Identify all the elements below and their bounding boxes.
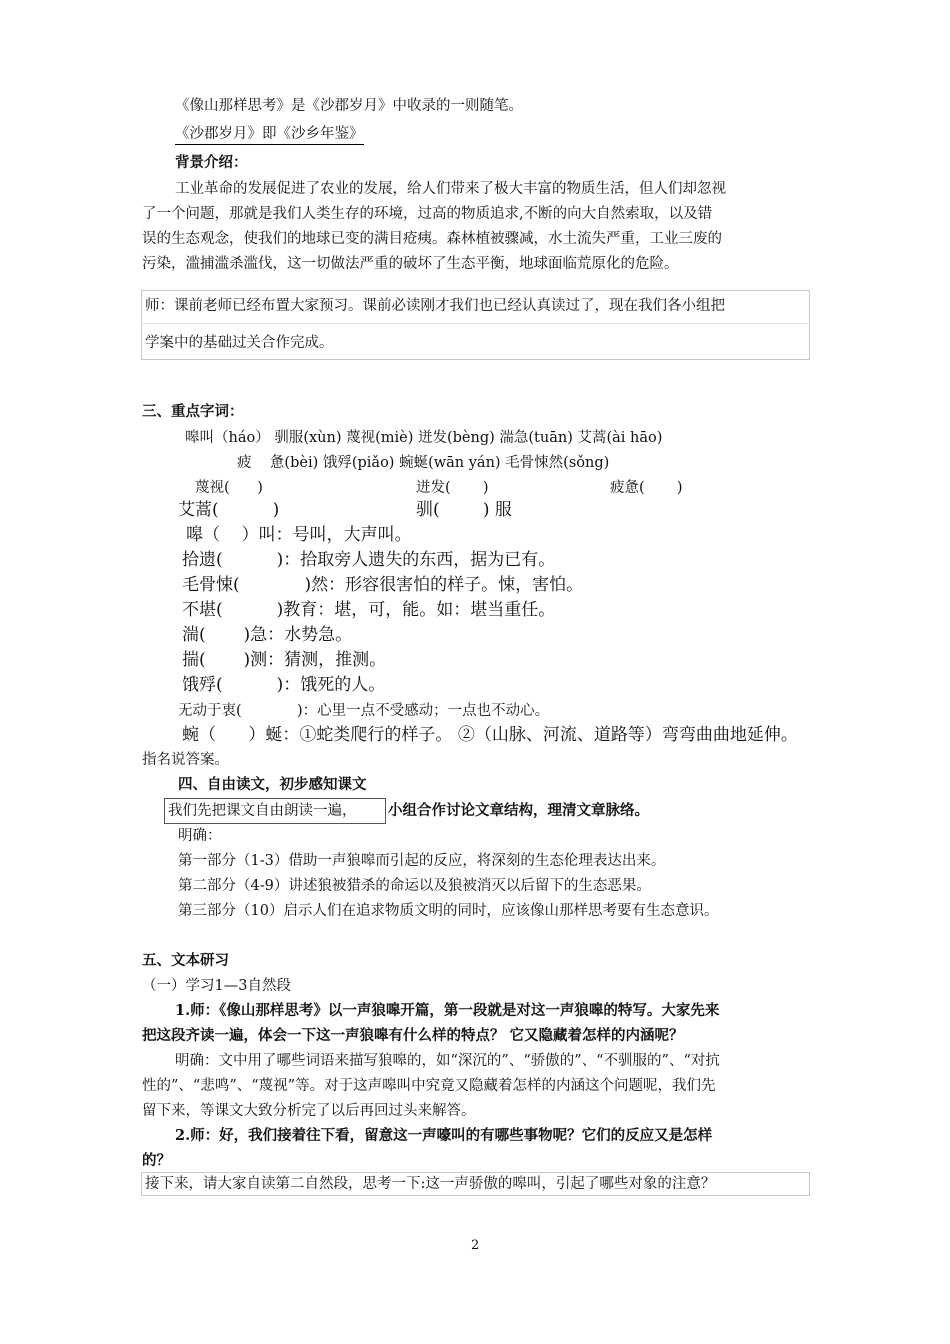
- subsection-title: （一）学习1—3自然段: [142, 978, 291, 994]
- answer-line: 留下来，等课文大致分析完了以后再回过头来解答。: [142, 1103, 476, 1119]
- section-title: 五、文本研习: [142, 952, 229, 969]
- question-line: 的？: [142, 1152, 171, 1169]
- structure-part: 第一部分（1-3）借助一声狼嗥而引起的反应，将深刻的生态伦理表达出来。: [178, 853, 666, 869]
- question-line: 把这段齐读一遍，体会一下这一声狼嗥有什么样的特点？ 它又隐藏着怎样的内涵呢？: [142, 1027, 684, 1044]
- teacher-note-line: 学案中的基础过关合作完成。: [145, 335, 334, 351]
- background-line: 了一个问题，那就是我们人类生存的环境，过高的物质追求,不断的向大自然索取，以及错: [142, 206, 713, 222]
- fill-blank: 疲惫( ): [610, 480, 683, 496]
- fill-blank: 艾蒿( ): [178, 500, 280, 520]
- mingque-label: 明确：: [178, 828, 222, 844]
- background-line: 污染，滥捕滥杀滥伐，这一切做法严重的破坏了生态平衡，地球面临荒原化的危险。: [142, 256, 679, 272]
- background-heading: 背景介绍：: [175, 154, 248, 171]
- vocab-item: 无动于衷( )：心里一点不受感动；一点也不动心。: [178, 703, 550, 719]
- fill-blank: 驯( ) 服: [416, 500, 512, 520]
- vocab-item: 蜿（ ）蜒：①蛇类爬行的样子。 ②（山脉、河流、道路等）弯弯曲曲地延伸。: [182, 725, 798, 745]
- section-title: 四、自由读文，初步感知课文: [178, 776, 367, 793]
- teacher-note-line: 师：课前老师已经布置大家预习。课前必读刚才我们也已经认真读过了，现在我们各小组把: [145, 298, 725, 314]
- vocab-item: 饿殍( )：饿死的人。: [182, 675, 386, 695]
- vocab-item: 湍( )急：水势急。: [182, 625, 353, 645]
- vocab-item: 拾遗( )：拾取旁人遗失的东西，据为已有。: [182, 550, 556, 570]
- section-title: 三、重点字词：: [142, 403, 244, 420]
- question-line: 1.师：《像山那样思考》以一声狼嗥开篇，第一段就是对这一声狼嗥的特写。大家先来: [175, 1002, 720, 1019]
- background-line: 误的生态观念，使我们的地球已变的满目疮痍。森林植被骤减，水土流失严重，工业三废的: [142, 231, 722, 247]
- vocab-item: 揣( )测：猜测，推测。: [182, 650, 387, 670]
- answer-line: 明确：文中用了哪些词语来描写狼嗥的，如“深沉的”、“骄傲的”、“不驯服的”、“对抗: [175, 1053, 720, 1069]
- intro-line: 《像山那样思考》是《沙郡岁月》中收录的一则随笔。: [175, 98, 523, 114]
- reading-instruction: 我们先把课文自由朗读一遍，: [168, 803, 357, 819]
- divider: [141, 323, 808, 324]
- answer-instruction: 指名说答案。: [142, 752, 229, 768]
- intro-underlined-line: 《沙郡岁月》即《沙乡年鉴》: [175, 125, 364, 145]
- pinyin-line: 疲 惫(bèi) 饿殍(piǎo) 蜿蜒(wān yán) 毛骨悚然(sǒng): [237, 455, 610, 471]
- structure-part: 第二部分（4-9）讲述狼被猎杀的命运以及狼被消灭以后留下的生态恶果。: [178, 878, 651, 894]
- vocab-item: 嗥（ ）叫：号叫，大声叫。: [186, 525, 412, 545]
- question-line: 接下来，请大家自读第二自然段，思考一下:这一声骄傲的嗥叫，引起了哪些对象的注意？: [145, 1176, 716, 1192]
- reading-instruction-bold: 小组合作讨论文章结构，理清文章脉络。: [388, 802, 649, 819]
- structure-part: 第三部分（10）启示人们在追求物质文明的同时，应该像山那样思考要有生态意识。: [178, 903, 719, 919]
- pinyin-line: 嗥叫（háo） 驯服(xùn) 蔑视(miè) 迸发(bèng) 湍急(tuān) 艾蒿(ài hāo): [185, 430, 663, 446]
- fill-blank: 蔑视( ): [195, 480, 263, 496]
- vocab-item: 不堪( )教育：堪，可，能。如：堪当重任。: [182, 600, 556, 620]
- page-number: 2: [471, 1238, 480, 1253]
- vocab-item: 毛骨悚( )然：形容很害怕的样子。悚，害怕。: [182, 575, 584, 595]
- fill-blank: 迸发( ): [416, 480, 489, 496]
- answer-line: 性的”、“悲鸣”、“蔑视”等。对于这声嗥叫中究竟又隐藏着怎样的内涵这个问题呢，我们先: [142, 1078, 716, 1094]
- background-line: 工业革命的发展促进了农业的发展，给人们带来了极大丰富的物质生活，但人们却忽视: [175, 181, 726, 197]
- question-line: 2.师：好，我们接着往下看，留意这一声嚎叫的有哪些事物呢？它们的反应又是怎样: [175, 1127, 713, 1144]
